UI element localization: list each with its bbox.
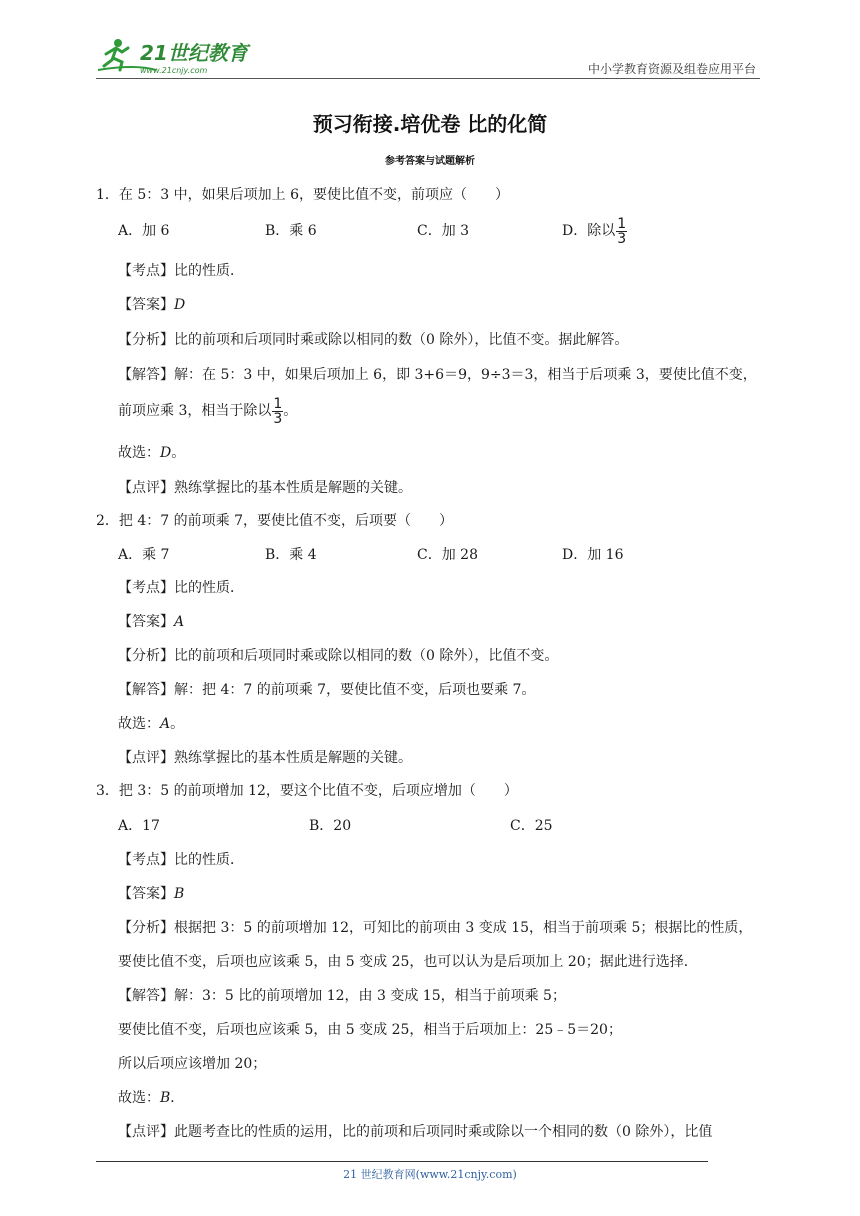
footer-divider [96,1161,708,1162]
q1-kaodian: 【考点】比的性质． [118,263,244,279]
q3-answer: 【答案】B [118,886,185,902]
q3-solution-line3: 所以后项应该增加 20； [118,1056,267,1072]
q1-option-a: A．加 6 [118,223,170,239]
q2-analysis: 【分析】比的前项和后项同时乘或除以相同的数（0 除外），比值不变。 [118,648,559,664]
q2-option-b: B．乘 4 [265,547,317,563]
logo-21cnjy [96,36,266,76]
page-footer: 21 世纪教育网(www.21cnjy.com) [343,1168,517,1181]
q1-option-c: C．加 3 [417,223,470,239]
q3-option-c: C．25 [510,818,553,834]
q3-stem: 3．把 3：5 的前项增加 12，要这个比值不变，后项应增加（ ） [96,783,518,799]
q2-choice: 故选：A。 [118,716,185,732]
q1-solution-line2: 前项应乘 3，相当于除以 $\frac{1}{3}$ 。 [118,395,298,427]
q1-option-d [562,214,627,248]
q3-analysis-line1: 【分析】根据把 3：5 的前项增加 12，可知比的前项由 3 变成 15，相当于前项乘 5；根据比的性质， [118,920,753,936]
fraction-one-third: $\frac{1}{3}$ [617,215,627,247]
q3-analysis-line2: 要使比值不变，后项也应该乘 5，由 5 变成 25，也可以认为是后项加上 20；据此进行选择． [118,954,698,970]
q2-comment: 【点评】熟练掌握比的基本性质是解题的关键。 [118,750,412,766]
q2-stem: 2．把 4：7 的前项乘 7，要使比值不变，后项要（ ） [96,513,453,529]
platform-name: 中小学教育资源及组卷应用平台 [587,62,756,76]
q2-kaodian: 【考点】比的性质． [118,580,244,596]
fraction-one-third: $\frac{1}{3}$ [273,395,283,427]
q2-option-d: D．加 16 [562,547,624,563]
svg-text:www.21cnjy.com: www.21cnjy.com [140,66,208,75]
q1-solution-line1: 【解答】解：在 5：3 中，如果后项加上 6，即 3+6＝9，9÷3＝3，相当于后项乘 3，要使比值不变， [118,367,757,383]
page-header [96,30,760,78]
q3-comment: 【点评】此题考查比的性质的运用，比的前项和后项同时乘或除以一个相同的数（0 除外），比值 [118,1124,713,1140]
svg-text:21世纪教育: 21世纪教育 [140,41,248,65]
header-divider [96,78,760,79]
q3-solution-line2: 要使比值不变，后项也应该乘 5，由 5 变成 25，相当于后项加上：25﹣5＝20； [118,1022,622,1038]
page-title: 预习衔接.培优卷 比的化简 [312,112,548,136]
q2-option-a: A．乘 7 [118,547,170,563]
q2-option-c: C．加 28 [417,547,478,563]
q1-stem: 1．在 5：3 中，如果后项加上 6，要使比值不变，前项应（ ） [96,187,509,203]
q2-solution: 【解答】解：把 4：7 的前项乘 7，要使比值不变，后项也要乘 7。 [118,682,536,698]
q2-answer: 【答案】A [118,614,185,630]
q1-analysis: 【分析】比的前项和后项同时乘或除以相同的数（0 除外），比值不变。据此解答。 [118,332,629,348]
q3-solution-line1: 【解答】解：3：5 比的前项增加 12，由 3 变成 15，相当于前项乘 5； [118,988,566,1004]
q1-choice: 故选：D。 [118,445,186,461]
q3-option-b: B．20 [309,818,352,834]
page-subtitle: 参考答案与试题解析 [385,156,475,167]
q1-option-b: B．乘 6 [265,223,317,239]
q1-answer: 【答案】D [118,297,186,313]
q1-option-d-label: D．除以 [562,223,616,239]
q3-kaodian: 【考点】比的性质． [118,852,244,868]
q3-option-a: A．17 [118,818,160,834]
q1-comment: 【点评】熟练掌握比的基本性质是解题的关键。 [118,480,412,496]
q3-choice: 故选：B． [118,1090,185,1106]
